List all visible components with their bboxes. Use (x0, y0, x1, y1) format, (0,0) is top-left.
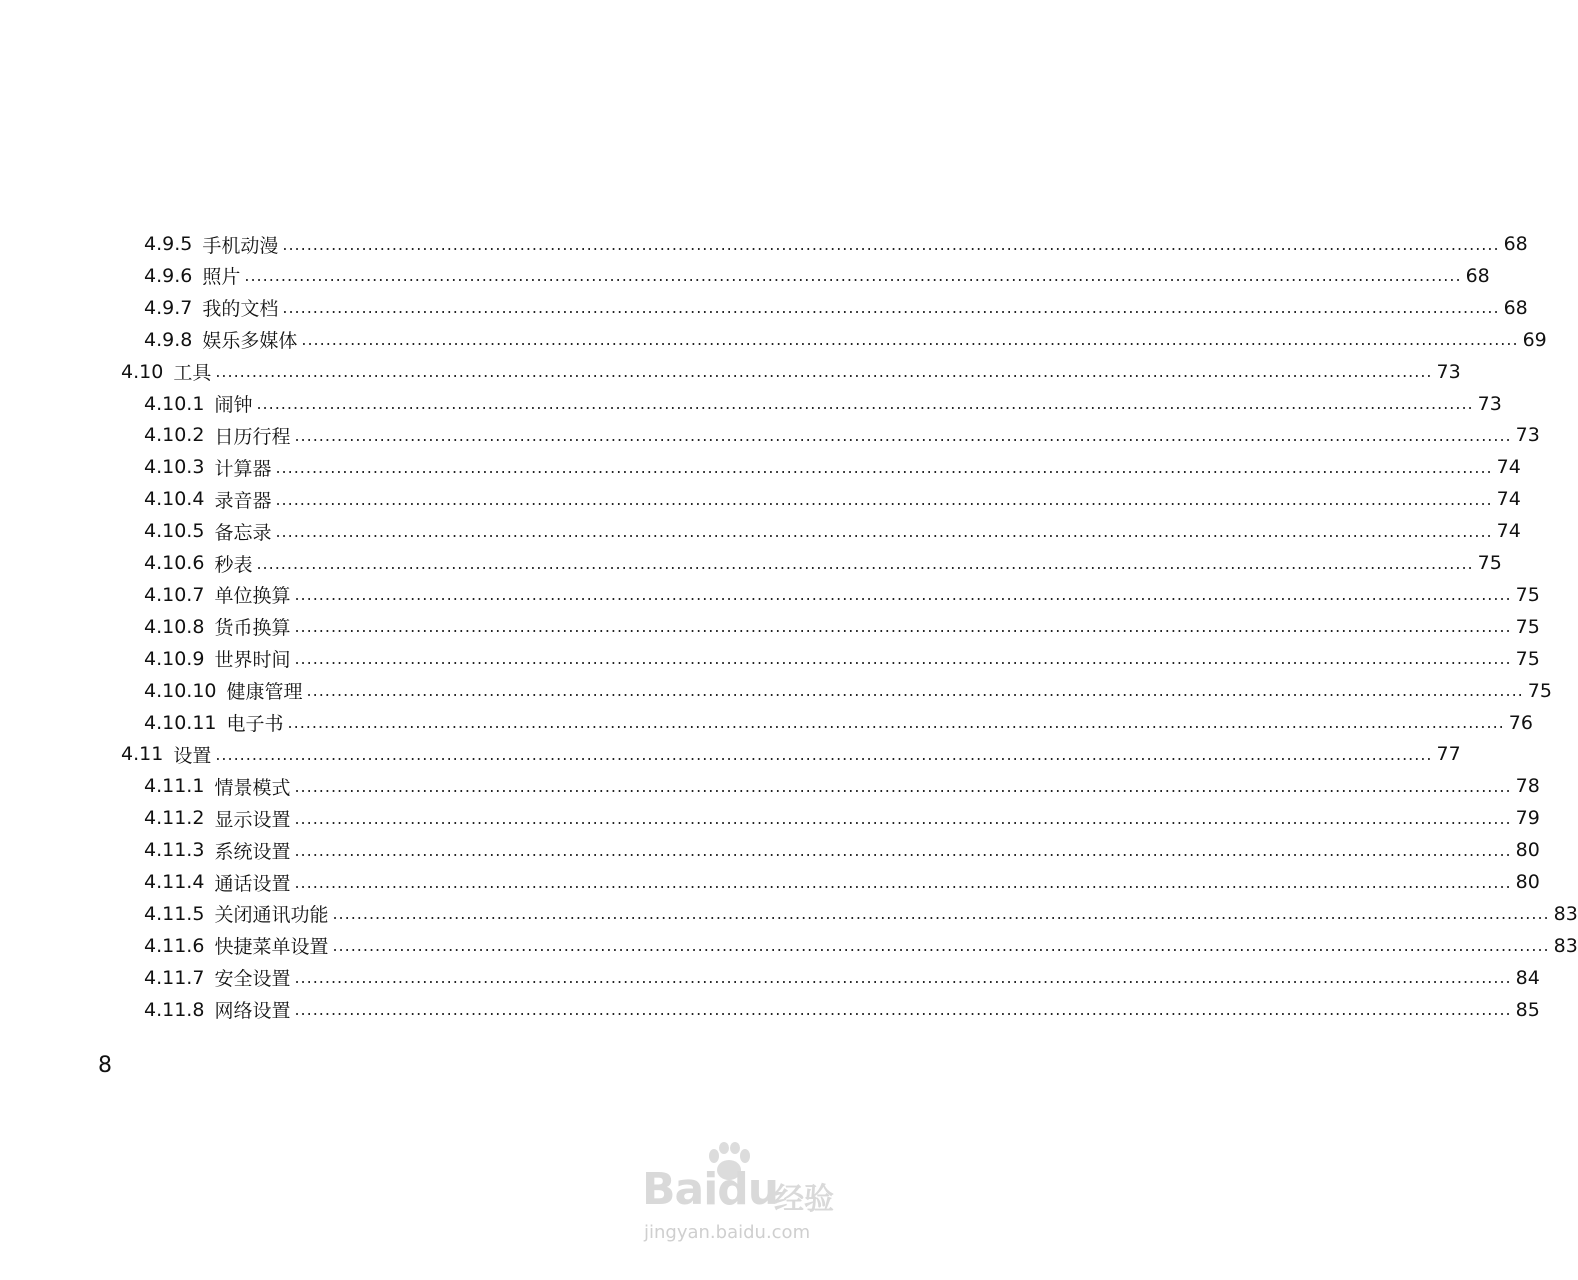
toc-dot-leader: ........................................................................................................................................................................................................ (256, 394, 1474, 413)
toc-entry-number: 4.10.4 (144, 488, 205, 511)
toc-entry[interactable] (144, 707, 1533, 739)
toc-entry-number: 4.11.4 (144, 871, 205, 893)
toc-entry-number: 4.11.6 (144, 934, 205, 957)
toc-entry-number: 4.11.3 (144, 839, 205, 862)
toc-dot-leader: ........................................................................................................................................................................................................ (294, 1000, 1512, 1020)
toc-dot-leader: ........................................................................................................................................................................................................ (275, 457, 1493, 477)
toc-entry[interactable] (144, 579, 1540, 611)
toc-entry-page: 75 (1527, 679, 1552, 702)
toc-entry-number: 4.9.5 (144, 233, 193, 255)
toc-entry-number: 4.10.1 (144, 392, 205, 415)
toc-entry-title: 安全设置 (214, 968, 291, 991)
toc-entry-page: 73 (1477, 392, 1502, 415)
toc-dot-leader: ........................................................................................................................................................................................................ (294, 808, 1512, 828)
toc-entry-title: 货币换算 (214, 617, 291, 640)
toc-dot-leader: ........................................................................................................................................................................................................ (282, 234, 1500, 254)
toc-entry-number: 4.10.10 (144, 679, 217, 702)
toc-dot-leader: ........................................................................................................................................................................................................ (294, 872, 1512, 892)
toc-entry-page: 74 (1496, 488, 1521, 511)
toc-entry-page: 73 (1436, 360, 1461, 383)
toc-entry[interactable] (121, 738, 1461, 770)
toc-entry-title: 健康管理 (226, 681, 303, 704)
toc-entry[interactable] (144, 930, 1578, 962)
toc-entry-title: 显示设置 (214, 808, 291, 831)
toc-entry-page: 68 (1503, 233, 1528, 255)
toc-entry[interactable] (144, 770, 1540, 802)
toc-entry-title: 工具 (173, 362, 212, 385)
toc-dot-leader: ........................................................................................................................................................................................................ (332, 936, 1550, 956)
toc-entry[interactable] (144, 451, 1521, 483)
toc-entry[interactable] (144, 675, 1552, 707)
toc-entry-title: 通话设置 (214, 872, 291, 895)
toc-dot-leader: ........................................................................................................................................................................................................ (294, 617, 1512, 637)
toc-entry[interactable] (144, 292, 1528, 324)
toc-dot-leader: ........................................................................................................................................................................................................ (294, 776, 1512, 796)
toc-entry[interactable] (144, 802, 1540, 834)
toc-entry-number: 4.11.7 (144, 966, 205, 989)
toc-entry-page: 80 (1515, 871, 1540, 893)
toc-entry-number: 4.10.6 (144, 552, 205, 574)
toc-dot-leader: ........................................................................................................................................................................................................ (294, 968, 1512, 988)
toc-entry[interactable] (144, 547, 1502, 579)
toc-entry-number: 4.9.7 (144, 296, 193, 319)
toc-entry-page: 80 (1515, 839, 1540, 862)
toc-entry-page: 83 (1553, 902, 1578, 925)
toc-entry-title: 录音器 (214, 489, 272, 512)
toc-dot-leader: ........................................................................................................................................................................................................ (294, 840, 1512, 860)
toc-dot-leader: ........................................................................................................................................................................................................ (275, 521, 1493, 541)
toc-entry-page: 85 (1515, 998, 1540, 1021)
toc-entry-page: 75 (1477, 552, 1502, 574)
toc-dot-leader: ........................................................................................................................................................................................................ (306, 681, 1524, 701)
toc-entry-page: 69 (1522, 328, 1547, 351)
watermark-logo: Baidu (642, 1164, 779, 1215)
toc-entry-title: 手机动漫 (202, 234, 279, 257)
watermark-label: 经验 (774, 1182, 834, 1217)
toc-entry-page: 74 (1496, 520, 1521, 543)
baidu-jingyan-watermark (642, 1142, 852, 1252)
toc-entry[interactable] (144, 260, 1490, 292)
toc-entry-page: 77 (1436, 743, 1461, 766)
toc-entry[interactable] (144, 962, 1540, 994)
toc-dot-leader: ........................................................................................................................................................................................................ (215, 744, 1433, 764)
toc-entry-number: 4.10.3 (144, 456, 205, 479)
toc-dot-leader: ........................................................................................................................................................................................................ (215, 362, 1433, 382)
toc-entry-title: 世界时间 (214, 649, 291, 672)
toc-dot-leader: ........................................................................................................................................................................................................ (294, 649, 1512, 669)
toc-entry-title: 关闭通讯功能 (214, 904, 329, 927)
toc-dot-leader: ........................................................................................................................................................................................................ (294, 585, 1512, 605)
toc-entry-number: 4.9.8 (144, 328, 193, 351)
toc-entry-number: 4.11.2 (144, 807, 205, 830)
toc-dot-leader: ........................................................................................................................................................................................................ (282, 298, 1500, 318)
toc-dot-leader: ........................................................................................................................................................................................................ (301, 330, 1519, 350)
toc-entry-page: 68 (1503, 296, 1528, 319)
toc-entry-number: 4.10.11 (144, 711, 217, 734)
toc-entry[interactable] (144, 483, 1521, 515)
toc-entry-title: 情景模式 (214, 776, 291, 799)
toc-entry-title: 网络设置 (214, 1000, 291, 1023)
toc-entry-page: 78 (1515, 775, 1540, 798)
toc-entry-page: 73 (1515, 424, 1540, 447)
toc-entry-page: 74 (1496, 456, 1521, 479)
toc-entry-title: 照片 (202, 266, 241, 289)
watermark-url: jingyan.baidu.com (644, 1222, 811, 1243)
toc-entry-number: 4.11.1 (144, 775, 205, 798)
toc-entry[interactable] (144, 643, 1540, 675)
toc-entry-page: 79 (1515, 807, 1540, 830)
toc-entry[interactable] (144, 611, 1540, 643)
toc-entry-page: 84 (1515, 966, 1540, 989)
toc-dot-leader: ........................................................................................................................................................................................................ (244, 266, 1462, 286)
toc-entry-title: 秒表 (214, 553, 253, 576)
toc-entry[interactable] (144, 324, 1547, 356)
toc-entry-title: 日历行程 (214, 425, 291, 448)
toc-entry-number: 4.10.5 (144, 520, 205, 543)
toc-entry-title: 电子书 (226, 713, 284, 735)
toc-entry-number: 4.11 (121, 743, 164, 766)
toc-entry-number: 4.10.9 (144, 647, 205, 670)
toc-dot-leader: ........................................................................................................................................................................................................ (287, 713, 1505, 732)
toc-entry-number: 4.10 (121, 360, 164, 383)
toc-entry-number: 4.10.7 (144, 583, 205, 606)
toc-entry-page: 75 (1515, 615, 1540, 638)
toc-entry-number: 4.9.6 (144, 264, 193, 287)
toc-entry-number: 4.10.8 (144, 615, 205, 638)
toc-entry[interactable] (144, 388, 1502, 420)
toc-entry-number: 4.11.5 (144, 902, 205, 925)
toc-entry-title: 娱乐多媒体 (202, 330, 298, 353)
toc-entry-number: 4.11.8 (144, 998, 205, 1021)
toc-entry[interactable] (144, 419, 1540, 451)
toc-dot-leader: ........................................................................................................................................................................................................ (332, 904, 1550, 924)
toc-entry-title: 单位换算 (214, 585, 291, 608)
toc-entry-title: 闹钟 (214, 394, 253, 416)
toc-entry-title: 设置 (173, 744, 212, 767)
toc-entry[interactable] (144, 994, 1540, 1026)
toc-entry-title: 系统设置 (214, 840, 291, 863)
toc-dot-leader: ........................................................................................................................................................................................................ (275, 489, 1493, 509)
page-number: 8 (98, 1053, 112, 1078)
toc-entry-page: 76 (1508, 711, 1533, 734)
toc-entry[interactable] (144, 834, 1540, 866)
toc-entry[interactable] (144, 898, 1578, 930)
toc-dot-leader: ........................................................................................................................................................................................................ (294, 425, 1512, 445)
toc-dot-leader: ........................................................................................................................................................................................................ (256, 553, 1474, 573)
toc-entry[interactable] (121, 356, 1461, 388)
toc-entry-title: 备忘录 (214, 521, 272, 544)
toc-entry-title: 我的文档 (202, 298, 279, 321)
toc-entry-title: 计算器 (214, 457, 272, 480)
toc-entry[interactable] (144, 515, 1521, 547)
toc-entry-page: 75 (1515, 647, 1540, 670)
toc-entry-title: 快捷菜单设置 (214, 936, 329, 959)
toc-entry-page: 75 (1515, 583, 1540, 606)
toc-entry-number: 4.10.2 (144, 424, 205, 447)
toc-entry[interactable] (144, 866, 1540, 898)
toc-entry-page: 68 (1465, 264, 1490, 287)
toc-entry-page: 83 (1553, 934, 1578, 957)
toc-entry[interactable] (144, 228, 1528, 260)
